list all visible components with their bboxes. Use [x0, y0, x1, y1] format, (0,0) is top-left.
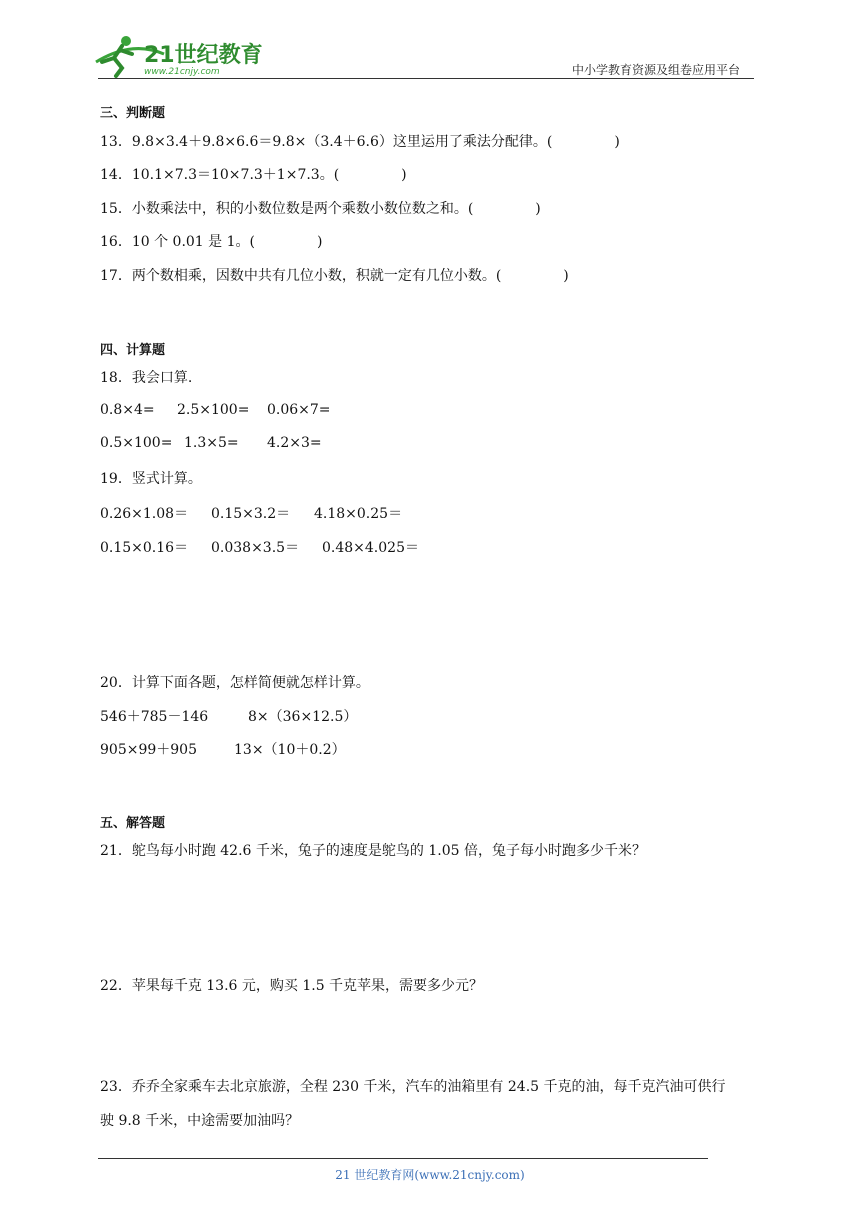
- section-title-judgment: 三、判断题: [100, 106, 166, 121]
- logo-url: www.21cnjy.com: [144, 67, 220, 77]
- question-16: [100, 231, 322, 251]
- question-21: 21．鸵鸟每小时跑 42.6 千米，兔子的速度是鸵鸟的 1.05 倍，兔子每小时跑多少千米？: [100, 843, 646, 859]
- question-number: 17．: [100, 268, 132, 284]
- q20-row-1: [100, 706, 357, 726]
- math-expression: 0.8×4=: [100, 402, 155, 418]
- close-paren: ): [563, 268, 569, 284]
- math-expression: 4.2×3=: [267, 435, 322, 451]
- runner-logo-icon: [92, 32, 262, 80]
- math-expression: 13×（10＋0.2）: [234, 742, 346, 758]
- question-23-line-2: 驶 9.8 千米，中途需要加油吗？: [100, 1113, 300, 1129]
- math-expression: 0.038×3.5＝: [211, 540, 300, 556]
- close-paren: ): [401, 167, 407, 183]
- math-expression: 0.15×0.16＝: [100, 540, 189, 556]
- math-expression: 0.48×4.025＝: [322, 540, 419, 556]
- logo-text: 21世纪教育: [144, 43, 262, 68]
- question-number: 15．: [100, 201, 132, 217]
- question-text: 10.1×7.3＝10×7.3＋1×7.3。(: [131, 167, 340, 183]
- math-expression: 546＋785－146: [100, 709, 209, 725]
- question-number: 14．: [100, 167, 132, 183]
- footer-divider: [98, 1158, 708, 1159]
- question-text: 9.8×3.4＋9.8×6.6＝9.8×（3.4＋6.6）这里运用了乘法分配律。(: [131, 134, 553, 150]
- section-title-calculation: 四、计算题: [100, 343, 166, 358]
- close-paren: ): [614, 134, 620, 150]
- question-23-line-1: 23．乔乔全家乘车去北京旅游，全程 230 千米，汽车的油箱里有 24.5 千克的油，每千克汽油可供行: [100, 1079, 726, 1095]
- question-17: [100, 265, 569, 285]
- math-expression: 0.5×100=: [100, 435, 173, 451]
- close-paren: ): [316, 234, 323, 250]
- math-expression: 905×99＋905: [100, 742, 197, 758]
- q19-row-2: [100, 537, 419, 557]
- q18-row-1: [100, 402, 331, 418]
- question-text: 小数乘法中，积的小数位数是两个乘数小数位数之和。(: [131, 201, 474, 217]
- header-platform-text: 中小学教育资源及组卷应用平台: [572, 63, 741, 77]
- q19-row-1: [100, 503, 402, 523]
- math-expression: 0.26×1.08＝: [100, 506, 189, 522]
- question-number: 13．: [100, 134, 132, 150]
- question-19-title: 19．竖式计算。: [100, 471, 202, 487]
- site-logo: [92, 32, 262, 80]
- close-paren: ): [535, 201, 541, 217]
- question-18-title: 18．我会口算.: [100, 370, 193, 386]
- q20-row-2: [100, 739, 346, 759]
- math-expression: 0.06×7=: [267, 402, 331, 418]
- section-title-word-problems: 五、解答题: [100, 816, 166, 831]
- math-expression: 2.5×100=: [177, 402, 250, 418]
- question-text: 两个数相乘，因数中共有几位小数，积就一定有几位小数。(: [131, 268, 502, 284]
- question-number: 16．: [100, 234, 132, 250]
- footer-link[interactable]: 21 世纪教育网(www.21cnjy.com): [335, 1168, 525, 1182]
- question-15: [100, 198, 541, 218]
- question-text: 10 个 0.01 是 1。(: [131, 234, 255, 250]
- q18-row-2: [100, 435, 322, 451]
- math-expression: 1.3×5=: [184, 435, 239, 451]
- question-13: [100, 131, 620, 151]
- question-20-title: 20．计算下面各题，怎样简便就怎样计算。: [100, 675, 370, 691]
- math-expression: 4.18×0.25＝: [314, 506, 403, 522]
- math-expression: 0.15×3.2＝: [211, 506, 291, 522]
- question-22: 22．苹果每千克 13.6 元，购买 1.5 千克苹果，需要多少元？: [100, 978, 484, 994]
- header-divider: [98, 78, 754, 79]
- question-14: [100, 164, 407, 184]
- math-expression: 8×（36×12.5）: [248, 709, 358, 725]
